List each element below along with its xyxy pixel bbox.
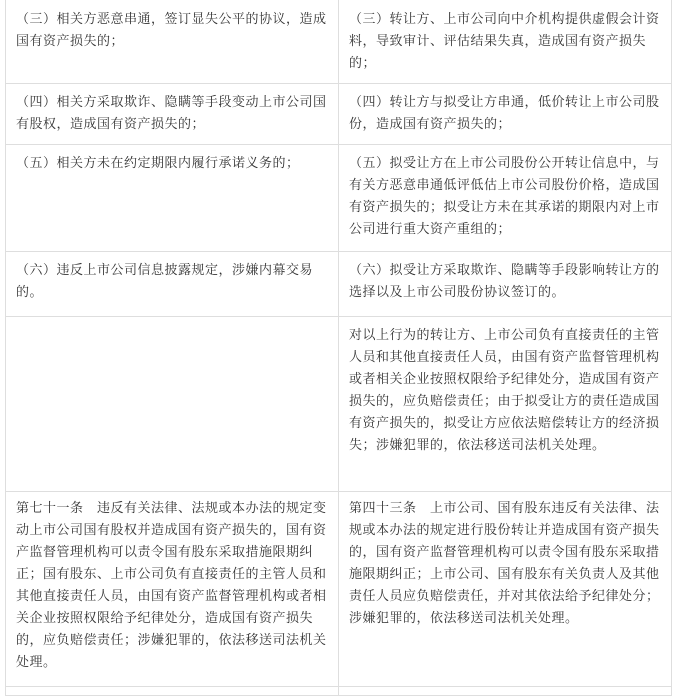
table-row xyxy=(6,252,672,317)
table-cell-left-empty xyxy=(6,317,339,492)
table-cell-right: （四）转让方与拟受让方串通，低价转让上市公司股份，造成国有资产损失的； xyxy=(339,84,672,145)
table-cell-right: （三）转让方、上市公司向中介机构提供虚假会计资料，导致审计、评估结果失真，造成国有资产损失的； xyxy=(339,0,672,84)
table-row xyxy=(6,317,672,492)
table-row xyxy=(6,84,672,145)
table-cell-right: 对以上行为的转让方、上市公司负有直接责任的主管人员和其他直接责任人员，由国有资产监督管理机构或者相关企业按照权限给予纪律处分，造成国有资产损失的，应负赔偿责任；由于拟受让方的责任造成国有资产损失的，拟受让方应依法赔偿转让方的经济损失；涉嫌犯罪的，依法移送司法机关处理。 xyxy=(339,317,672,492)
table-cell-left: （六）违反上市公司信息披露规定，涉嫌内幕交易的。 xyxy=(6,252,339,317)
table-row xyxy=(6,0,672,84)
table-cell-right: （六）拟受让方采取欺诈、隐瞒等手段影响转让方的选择以及上市公司股份协议签订的。 xyxy=(339,252,672,317)
table-cell-right: （五）拟受让方在上市公司股份公开转让信息中，与有关方恶意串通低评低估上市公司股份价格，造成国有资产损失的；拟受让方未在其承诺的期限内对上市公司进行重大资产重组的； xyxy=(339,145,672,252)
table-cell-right: 第四十三条 上市公司、国有股东违反有关法律、法规或本办法的规定进行股份转让并造成国有资产损失的，国有资产监督管理机构可以责令国有股东采取措施限期纠正；上市公司、国有股东有关负责人及其他责任人员应负赔偿责任，并对其依法给予纪律处分；涉嫌犯罪的，依法移送司法机关处理。 xyxy=(339,492,672,687)
table-cell-left-empty xyxy=(6,687,339,696)
table-cell-left: （五）相关方未在约定期限内履行承诺义务的； xyxy=(6,145,339,252)
table-cell-left: 第七十一条 违反有关法律、法规或本办法的规定变动上市公司国有股权并造成国有资产损失的，国有资产监督管理机构可以责令国有股东采取措施限期纠正；国有股东、上市公司负有直接责任的主管人员和其他直接责任人员，由国有资产监督管理机构或者相关企业按照权限给予纪律处分，造成国有资产损失的，应负赔偿责任；涉嫌犯罪的，依法移送司法机关处理。 xyxy=(6,492,339,687)
table-cell-left: （三）相关方恶意串通，签订显失公平的协议，造成国有资产损失的； xyxy=(6,0,339,84)
table-cell-left: （四）相关方采取欺诈、隐瞒等手段变动上市公司国有股权，造成国有资产损失的； xyxy=(6,84,339,145)
table-row xyxy=(6,492,672,687)
table-row-partial xyxy=(6,687,672,696)
comparison-table xyxy=(5,0,672,696)
table-cell-right-empty xyxy=(339,687,672,696)
table-row xyxy=(6,145,672,252)
